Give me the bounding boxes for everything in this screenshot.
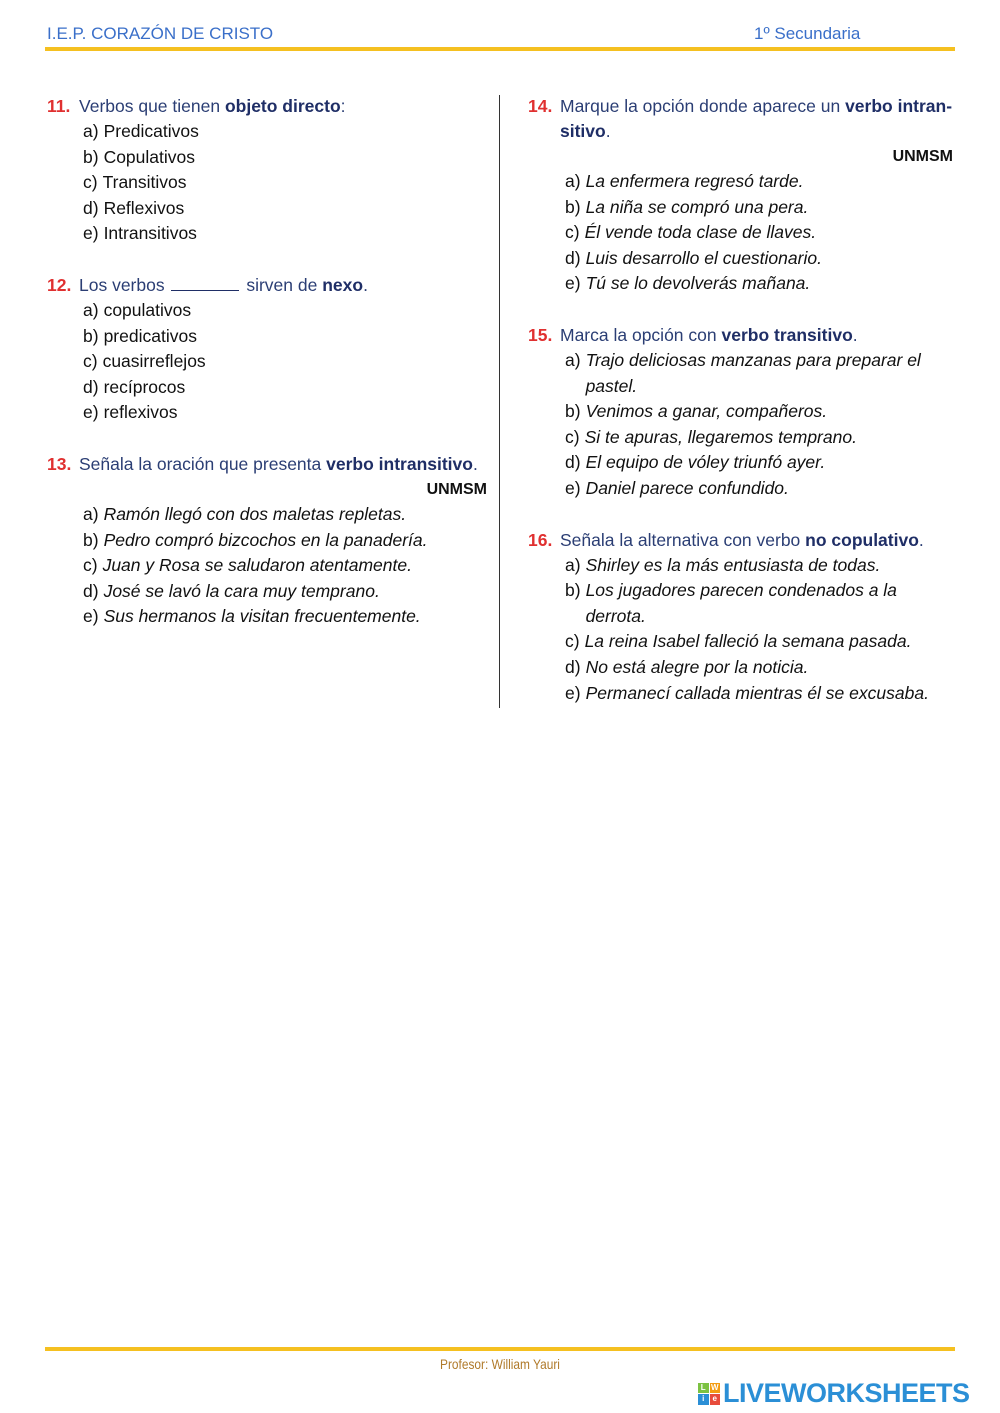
option-text: Tú se lo devolverás mañana.	[585, 273, 811, 294]
answer-option[interactable]	[83, 375, 487, 401]
option-letter: c)	[565, 222, 580, 243]
question-text-mid: sirven de	[241, 274, 323, 295]
answer-option[interactable]	[83, 579, 487, 605]
option-text: Trajo deliciosas manzanas para preparar el pastel.	[585, 349, 921, 396]
option-letter: e)	[83, 223, 99, 244]
options-list	[565, 348, 953, 502]
teacher-credit: Profesor: William Yauri	[440, 1356, 560, 1372]
options-list	[565, 169, 953, 297]
options-list	[83, 502, 487, 630]
option-letter: e)	[565, 682, 581, 703]
option-text: copulativos	[103, 299, 192, 320]
answer-option[interactable]	[83, 349, 487, 375]
question-text-post: .	[363, 274, 368, 295]
option-letter: e)	[83, 606, 99, 627]
answer-option[interactable]	[565, 578, 953, 629]
logo-mark-cell: e	[710, 1394, 721, 1405]
question-stem	[47, 273, 487, 298]
question-text-post: .	[918, 529, 924, 550]
logo-mark-cell: i	[698, 1394, 709, 1405]
left-column	[47, 94, 487, 656]
options-list	[83, 298, 487, 426]
option-text: Intransitivos	[103, 223, 197, 244]
option-letter: e)	[565, 477, 581, 498]
question-text-post: .	[472, 453, 478, 474]
logo-mark-cell: W	[710, 1382, 719, 1392]
answer-option[interactable]	[83, 324, 487, 350]
option-letter: a)	[565, 554, 581, 575]
column-divider	[499, 95, 500, 708]
option-text: Permanecí callada mientras él se excusaba.	[585, 682, 929, 703]
footer-rule	[45, 1347, 955, 1351]
question-block	[528, 323, 953, 502]
options-list	[83, 119, 487, 247]
question-stem	[528, 528, 953, 553]
option-text: Él vende toda clase de llaves.	[584, 222, 817, 243]
question-text-pre: Verbos que tienen	[79, 96, 225, 116]
question-number: 15.	[528, 324, 553, 345]
question-text-pre: Marque la opción donde aparece un	[560, 96, 846, 116]
option-text: recíprocos	[103, 376, 186, 397]
question-keyword: verbo intran-sitivo	[560, 96, 953, 141]
option-letter: d)	[83, 580, 99, 601]
question-text-post: :	[340, 96, 346, 116]
option-text: Reflexivos	[103, 197, 185, 218]
answer-option[interactable]	[83, 502, 487, 528]
header-rule	[45, 47, 955, 51]
option-letter: c)	[565, 426, 580, 447]
option-text: La enfermera regresó tarde.	[585, 171, 804, 191]
question-text-post: .	[605, 121, 611, 141]
question-block	[528, 528, 953, 707]
option-text: Predicativos	[103, 121, 199, 141]
answer-option[interactable]	[83, 604, 487, 630]
answer-option[interactable]	[565, 169, 953, 195]
question-block	[528, 94, 953, 297]
source-label: UNMSM	[426, 480, 487, 498]
fill-blank[interactable]	[171, 276, 239, 291]
question-text	[79, 94, 346, 119]
option-letter: d)	[565, 656, 581, 677]
option-text: Ramón llegó con dos maletas repletas.	[103, 503, 407, 524]
question-text-pre: Señala la alternativa con verbo	[560, 529, 806, 550]
option-text: predicativos	[103, 325, 197, 346]
question-number: 11.	[47, 96, 71, 116]
question-text	[79, 273, 368, 298]
answer-option[interactable]	[83, 298, 487, 324]
option-text: cuasirreflejos	[102, 351, 206, 372]
option-letter: a)	[565, 349, 581, 370]
option-letter: c)	[83, 555, 98, 576]
option-text: La reina Isabel falleció la semana pasada.	[584, 631, 912, 652]
option-letter: c)	[565, 631, 580, 652]
question-number: 16.	[528, 529, 553, 550]
question-text-post: .	[852, 324, 858, 345]
option-letter: e)	[565, 273, 581, 294]
answer-option[interactable]	[565, 348, 953, 399]
question-text	[79, 452, 478, 477]
option-text: Sus hermanos la visitan frecuentemente.	[103, 606, 421, 627]
answer-option[interactable]	[565, 655, 953, 681]
answer-option[interactable]	[565, 271, 953, 297]
option-letter: b)	[83, 529, 99, 550]
answer-option[interactable]	[83, 170, 487, 196]
option-letter: d)	[565, 247, 581, 268]
option-letter: a)	[83, 299, 99, 320]
answer-option[interactable]	[565, 399, 953, 425]
answer-option[interactable]	[83, 119, 487, 145]
answer-option[interactable]	[565, 195, 953, 221]
option-letter: b)	[565, 580, 581, 601]
question-stem	[47, 94, 487, 119]
option-text: Juan y Rosa se saludaron atentamente.	[102, 555, 412, 576]
option-letter: c)	[83, 172, 98, 193]
question-number: 12.	[47, 274, 72, 295]
question-stem	[528, 323, 953, 348]
option-letter: d)	[565, 452, 581, 473]
question-text-pre: Los verbos	[79, 274, 170, 295]
answer-option[interactable]	[83, 145, 487, 171]
option-text: No está alegre por la noticia.	[585, 656, 809, 677]
option-letter: d)	[83, 376, 99, 397]
liveworksheets-logo[interactable]	[698, 1378, 970, 1409]
question-block	[47, 273, 487, 426]
right-column	[528, 94, 953, 732]
option-letter: b)	[565, 196, 581, 217]
question-number: 13.	[47, 453, 72, 474]
grade-label: 1º Secundaria	[754, 24, 861, 43]
question-keyword: verbo intransitivo	[326, 453, 473, 474]
option-letter: a)	[565, 171, 581, 191]
question-block	[47, 452, 487, 630]
option-text: Venimos a ganar, compañeros.	[585, 401, 828, 422]
option-text: Daniel parece confundido.	[585, 477, 789, 498]
question-text	[560, 323, 858, 348]
question-text	[560, 94, 953, 144]
question-stem	[528, 94, 953, 144]
answer-option[interactable]	[565, 629, 953, 655]
logo-mark-icon	[698, 1383, 720, 1405]
option-letter: d)	[83, 197, 99, 218]
options-list	[565, 553, 953, 707]
answer-option[interactable]	[565, 450, 953, 476]
option-text: Copulativos	[103, 146, 196, 167]
question-keyword: objeto directo	[224, 96, 341, 116]
option-text: Shirley es la más entusiasta de todas.	[585, 554, 881, 575]
question-text-pre: Señala la oración que presenta	[79, 453, 327, 474]
question-text	[560, 528, 924, 553]
answer-option[interactable]	[83, 400, 487, 426]
option-text: El equipo de vóley triunfó ayer.	[585, 452, 826, 473]
question-stem	[47, 452, 487, 477]
option-text: La niña se compró una pera.	[585, 196, 809, 217]
answer-option[interactable]	[565, 476, 953, 502]
answer-option[interactable]	[83, 528, 487, 554]
option-letter: b)	[83, 146, 99, 167]
answer-option[interactable]	[83, 553, 487, 579]
question-text-pre: Marca la opción con	[560, 324, 722, 345]
option-text: Si te apuras, llegaremos temprano.	[584, 426, 857, 447]
question-block	[47, 94, 487, 247]
source-label: UNMSM	[892, 148, 953, 165]
answer-option[interactable]	[83, 196, 487, 222]
logo-mark-cell: L	[698, 1383, 709, 1394]
option-letter: e)	[83, 402, 99, 423]
option-letter: a)	[83, 121, 99, 141]
answer-option[interactable]	[565, 220, 953, 246]
option-text: José se lavó la cara muy temprano.	[103, 580, 380, 601]
question-keyword: nexo	[322, 274, 364, 295]
option-letter: b)	[565, 401, 581, 422]
logo-text: LIVEWORKSHEETS	[723, 1378, 970, 1408]
option-text: Pedro compró bizcochos en la panadería.	[103, 529, 428, 550]
answer-option[interactable]	[565, 681, 953, 707]
answer-option[interactable]	[565, 246, 953, 272]
answer-option[interactable]	[565, 553, 953, 579]
option-letter: b)	[83, 325, 99, 346]
answer-option[interactable]	[565, 425, 953, 451]
school-name: I.E.P. CORAZÓN DE CRISTO	[47, 24, 274, 43]
option-letter: c)	[83, 351, 98, 372]
option-letter: a)	[83, 503, 99, 524]
question-keyword: verbo transitivo	[721, 324, 853, 345]
question-keyword: no copulativo	[805, 529, 919, 550]
question-number: 14.	[528, 96, 553, 116]
option-text: Los jugadores parecen condenados a la derrota.	[585, 580, 897, 626]
option-text: Luis desarrollo el cuestionario.	[585, 247, 822, 268]
option-text: Transitivos	[102, 172, 187, 193]
option-text: reflexivos	[103, 402, 178, 423]
answer-option[interactable]	[83, 221, 487, 247]
